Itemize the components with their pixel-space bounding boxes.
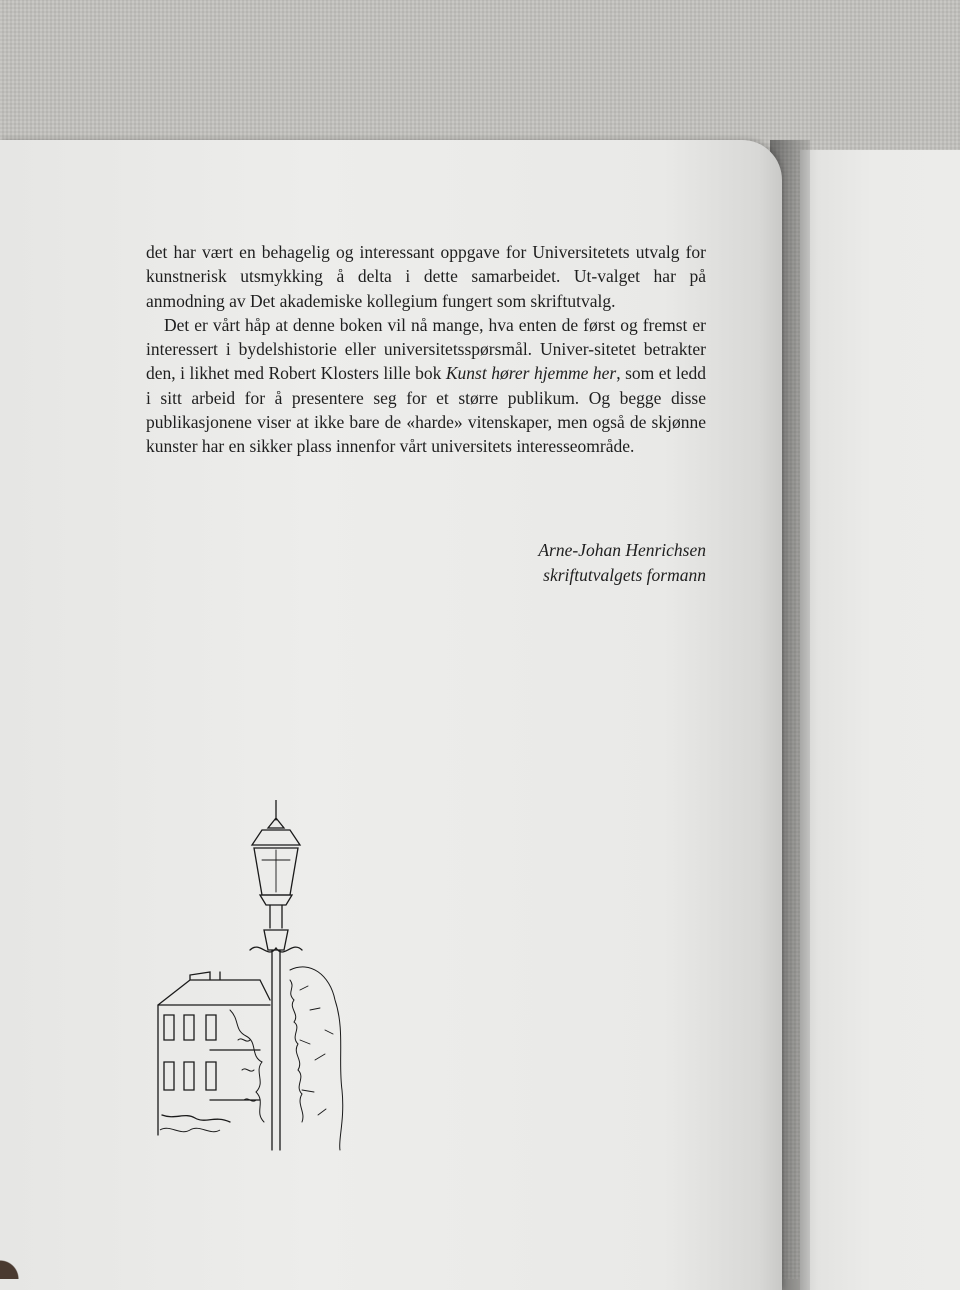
signature-name: Arne-Johan Henrichsen: [538, 540, 706, 560]
book-title-italic: Kunst hører hjemme her: [445, 363, 617, 384]
signature-title: skriftutvalgets formann: [543, 564, 706, 585]
signature-block: [440, 538, 706, 587]
paragraph-2-text-b: , som et ledd i sitt arbeid for å presentere seg for et større publikum. Og begge disse publikasjonene viser at ikke bare de «harde» vitenskaper, men også de skjønne kunster har en sikker plass innenfor vårt universitets interesseområde.: [146, 363, 706, 457]
lamp-post-sketch: [150, 800, 350, 1160]
paragraph-2-text-a: Det er vårt håp at denne boken vil nå mange, hva enten de først og fremst er interessert i bydelshistorie eller universitetsspørsmål. Univer-sitetet betrakter den, i likhet med Robert Klosters lille bok: [146, 314, 706, 384]
body-text: [146, 240, 706, 459]
paragraph-1: det har vært en behagelig og interessant oppgave for Universitetets utvalg for kunstnerisk utsmykking å delta i dette samarbeidet. Ut-valget har på anmodning av Det akademiske kollegium fungert som skriftutvalg.: [146, 242, 706, 311]
paragraph-2: [146, 313, 706, 459]
right-page: [800, 150, 960, 1290]
table-corner: [0, 1230, 30, 1279]
